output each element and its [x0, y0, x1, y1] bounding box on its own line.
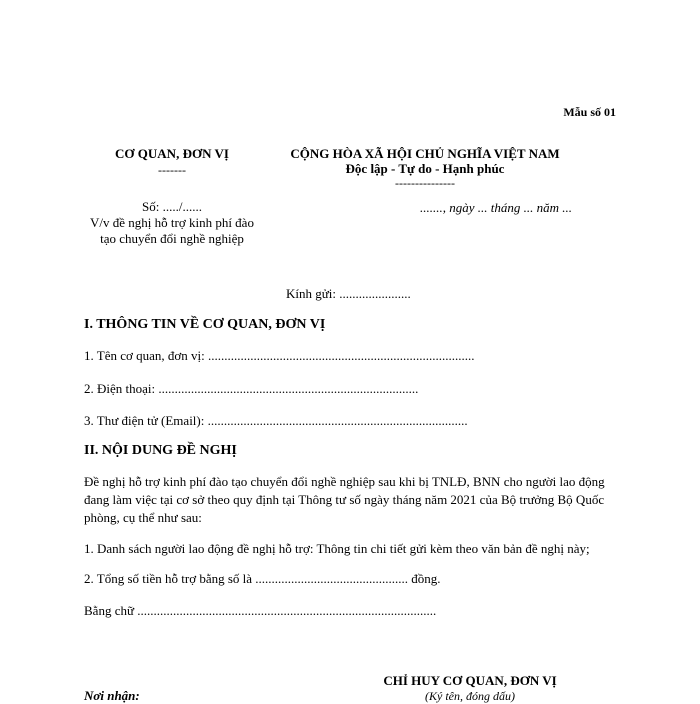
amount-in-words: Bằng chữ ............................................................................................ — [84, 603, 437, 618]
total-amount-item: 2. Tổng số tiền hỗ trợ bằng số là ............................................... đồng. — [84, 571, 441, 586]
recipients-label: Nơi nhận: — [84, 688, 140, 703]
phone-field: 2. Điện thoại: ................................................................................ — [84, 381, 419, 396]
motto-rule: --------------- — [395, 176, 455, 190]
country-name: CỘNG HÒA XÃ HỘI CHỦ NGHĨA VIỆT NAM — [290, 146, 560, 161]
form-number: Mẫu số 01 — [563, 105, 616, 119]
recipient-line: Kính gửi: ...................... — [286, 286, 411, 301]
agency-rule: ------- — [158, 163, 186, 177]
subject-line-1: V/v đề nghị hỗ trợ kinh phí đào — [90, 215, 254, 230]
motto: Độc lập - Tự do - Hạnh phúc — [345, 161, 505, 176]
agency-label: CƠ QUAN, ĐƠN VỊ — [115, 146, 229, 161]
signer-title: CHỈ HUY CƠ QUAN, ĐƠN VỊ — [383, 673, 557, 688]
request-paragraph: Đề nghị hỗ trợ kinh phí đào tạo chuyển đổi nghề nghiệp sau khi bị TNLĐ, BNN cho người lao động đang làm việc tại cơ sở theo quy định tại Thông tư số ngày tháng năm 2021 của Bộ trưởng Bộ Quốc phòng, cụ thể như sau: — [84, 474, 605, 525]
email-field: 3. Thư điện tử (Email): ................................................................................ — [84, 413, 468, 428]
section-1-title: I. THÔNG TIN VỀ CƠ QUAN, ĐƠN VỊ — [84, 317, 326, 332]
document-number: Số: ...../...... — [142, 199, 202, 214]
subject-line-2: tạo chuyển đổi nghề nghiệp — [100, 231, 244, 246]
section-2-title: II. NỘI DUNG ĐỀ NGHỊ — [84, 443, 237, 458]
signer-note: (Ký tên, đóng dấu) — [425, 689, 515, 703]
date-line: ......., ngày ... tháng ... năm ... — [420, 200, 573, 215]
agency-name-field: 1. Tên cơ quan, đơn vị: .................................................................................. — [84, 348, 475, 363]
employee-list-item: 1. Danh sách người lao động đề nghị hỗ trợ: Thông tin chi tiết gửi kèm theo văn bản đề nghị này; — [84, 541, 590, 556]
